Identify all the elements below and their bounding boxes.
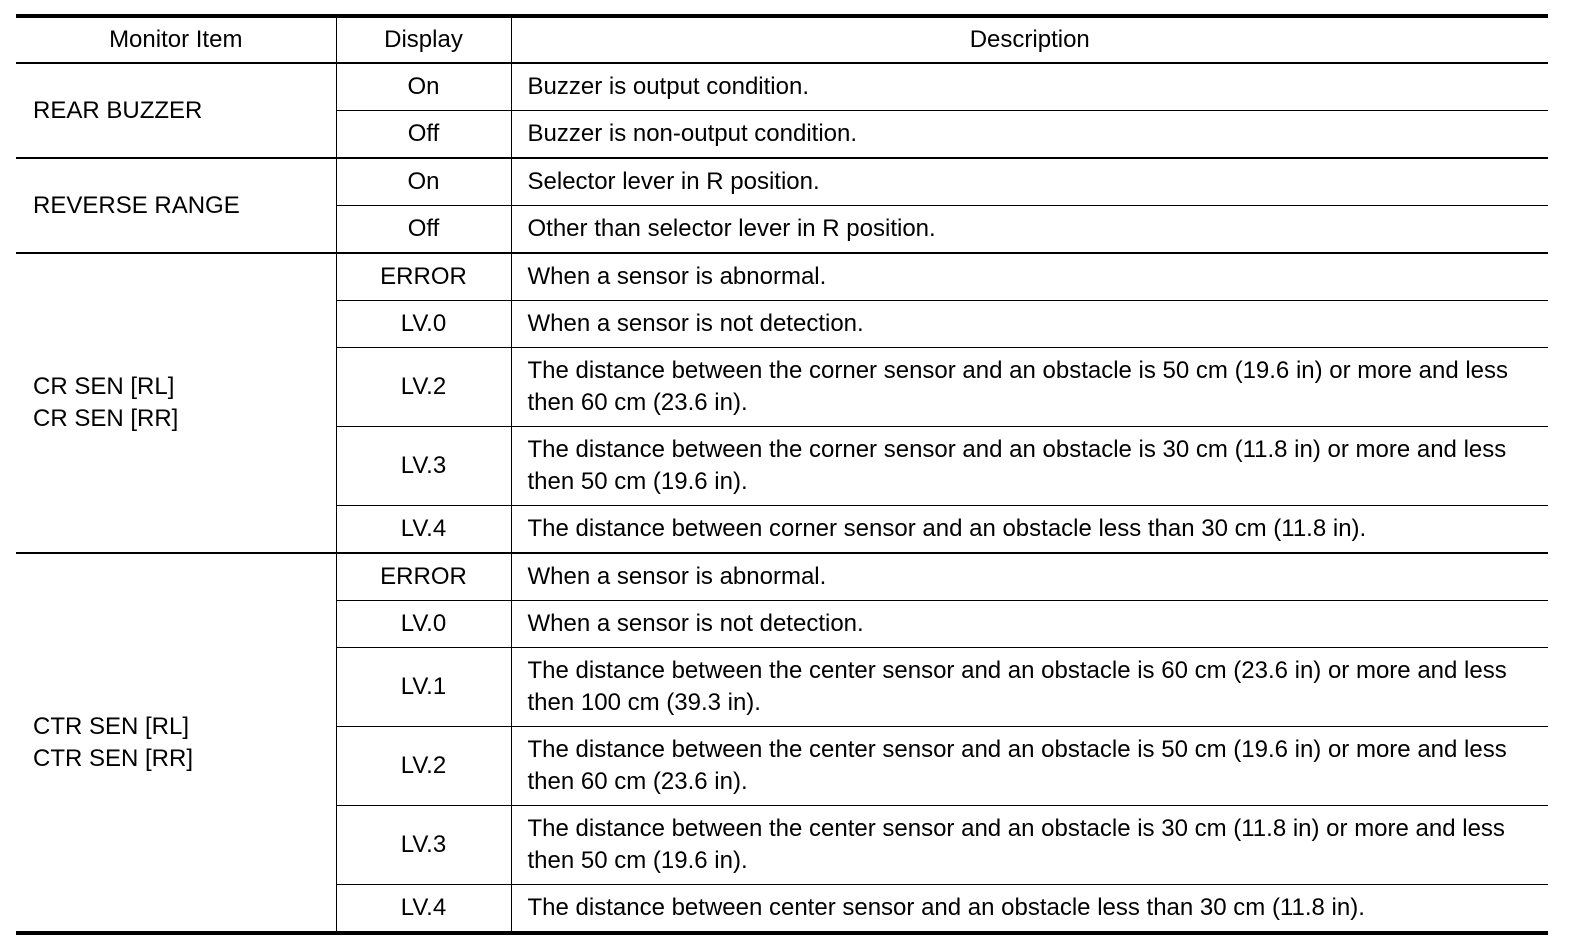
- header-description: Description: [511, 16, 1548, 63]
- display-cell: LV.3: [336, 806, 511, 885]
- description-cell: The distance between the center sensor and an obstacle is 60 cm (23.6 in) or more and less then 100 cm (39.3 in).: [511, 648, 1548, 727]
- display-cell: LV.4: [336, 885, 511, 934]
- description-cell: The distance between the corner sensor and an obstacle is 30 cm (11.8 in) or more and less then 50 cm (19.6 in).: [511, 427, 1548, 506]
- description-cell: Selector lever in R position.: [511, 158, 1548, 206]
- table-row: [16, 158, 1548, 206]
- description-cell: When a sensor is not detection.: [511, 301, 1548, 348]
- display-cell: ERROR: [336, 253, 511, 301]
- table-header: [16, 16, 1548, 63]
- monitor-item-cell: [16, 253, 336, 553]
- monitor-item-cell: [16, 553, 336, 933]
- header-row: [16, 16, 1548, 63]
- description-cell: When a sensor is abnormal.: [511, 253, 1548, 301]
- description-cell: The distance between the center sensor and an obstacle is 30 cm (11.8 in) or more and less then 50 cm (19.6 in).: [511, 806, 1548, 885]
- display-cell: Off: [336, 111, 511, 159]
- display-cell: On: [336, 63, 511, 111]
- description-cell: The distance between center sensor and an obstacle less than 30 cm (11.8 in).: [511, 885, 1548, 934]
- display-cell: LV.1: [336, 648, 511, 727]
- monitor-item-label: CTR SEN [RR]: [33, 744, 194, 772]
- description-cell: The distance between the corner sensor and an obstacle is 50 cm (19.6 in) or more and less then 60 cm (23.6 in).: [511, 348, 1548, 427]
- monitor-item-label: REVERSE RANGE: [33, 191, 240, 219]
- monitor-item-label: CR SEN [RL]: [33, 373, 175, 400]
- display-cell: LV.4: [336, 506, 511, 554]
- description-cell: Buzzer is non-output condition.: [511, 111, 1548, 159]
- display-cell: On: [336, 158, 511, 206]
- display-cell: Off: [336, 206, 511, 254]
- display-cell: LV.2: [336, 348, 511, 427]
- description-cell: Buzzer is output condition.: [511, 63, 1548, 111]
- description-cell: When a sensor is not detection.: [511, 601, 1548, 648]
- table-row: [16, 63, 1548, 111]
- display-cell: ERROR: [336, 553, 511, 601]
- description-cell: Other than selector lever in R position.: [511, 206, 1548, 254]
- header-monitor-item: Monitor Item: [109, 26, 243, 53]
- table-row: [16, 253, 1548, 301]
- display-cell: LV.3: [336, 427, 511, 506]
- monitor-item-table: [16, 14, 1548, 935]
- table-body: [16, 63, 1548, 933]
- display-cell: LV.0: [336, 601, 511, 648]
- monitor-item-cell: [16, 158, 336, 253]
- monitor-item-label: REAR BUZZER: [33, 96, 203, 124]
- description-cell: When a sensor is abnormal.: [511, 553, 1548, 601]
- display-cell: LV.2: [336, 727, 511, 806]
- description-cell: The distance between corner sensor and an obstacle less than 30 cm (11.8 in).: [511, 506, 1548, 554]
- monitor-item-label: CR SEN [RR]: [33, 405, 179, 432]
- header-display: Display: [336, 16, 511, 63]
- description-cell: The distance between the center sensor and an obstacle is 50 cm (19.6 in) or more and less then 60 cm (23.6 in).: [511, 727, 1548, 806]
- display-cell: LV.0: [336, 301, 511, 348]
- table-row: [16, 553, 1548, 601]
- monitor-item-cell: [16, 63, 336, 158]
- monitor-table-sheet: [16, 14, 1548, 935]
- monitor-item-label: CTR SEN [RL]: [33, 712, 190, 740]
